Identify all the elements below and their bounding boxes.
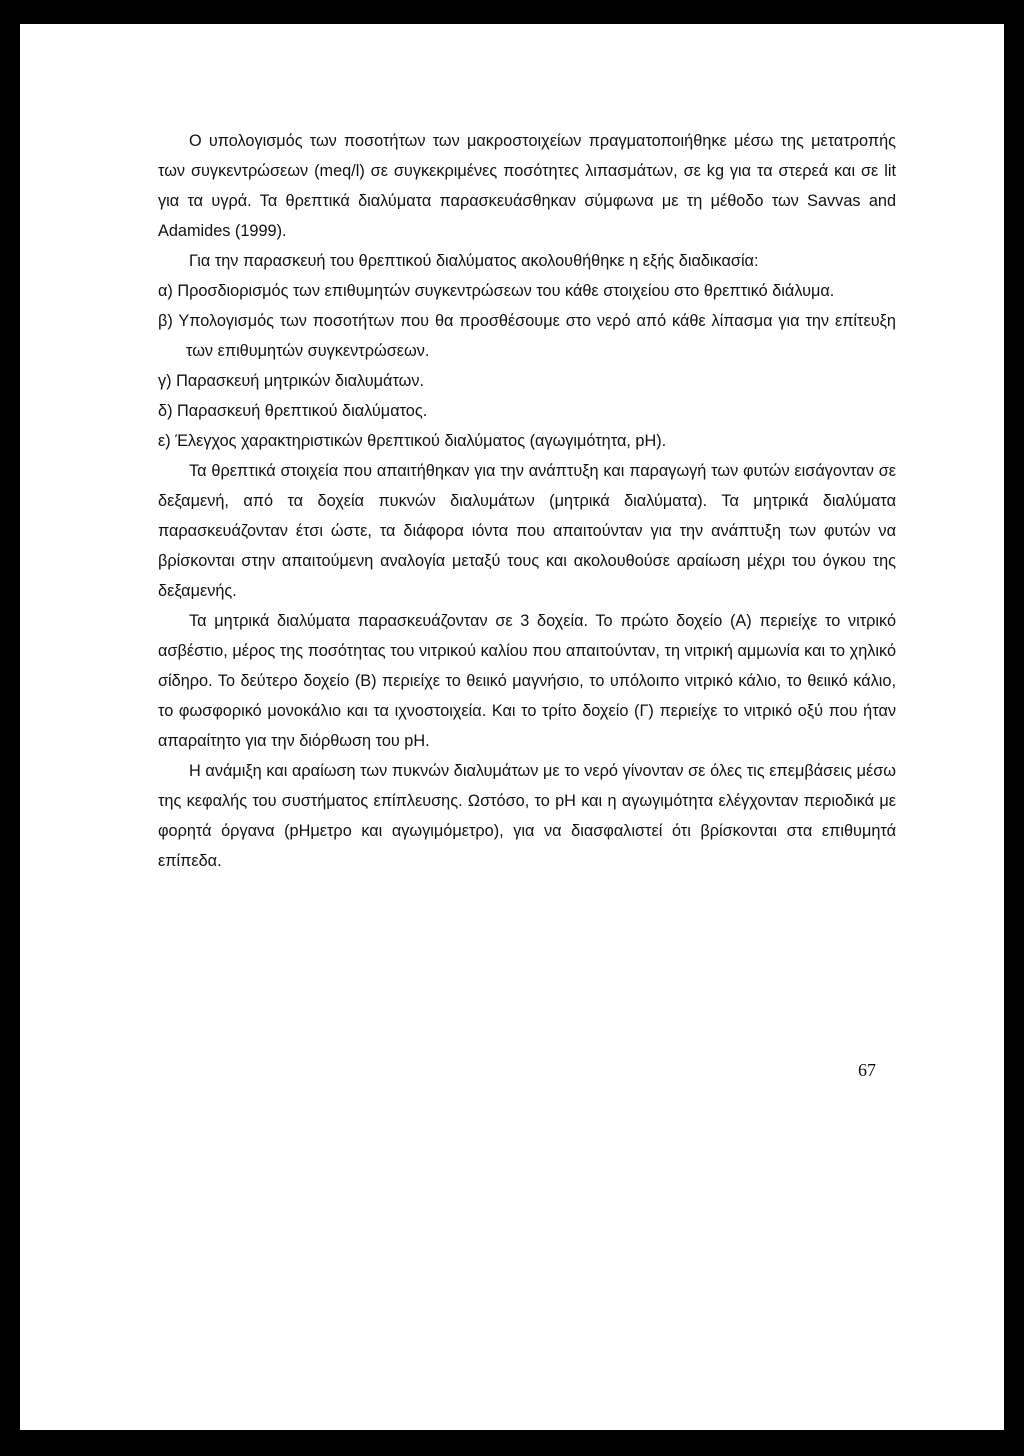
step-c: γ) Παρασκευή μητρικών διαλυμάτων.	[158, 372, 425, 390]
paragraph-intro: Ο υπολογισμός των ποσοτήτων των μακροστοιχείων πραγματοποιήθηκε μέσω της μετατροπής των συγκεντρώσεων (meq/l) σε συγκεκριμένες ποσότητες λιπασμάτων, σε kg για τα στερεά και σε lit για τα υγρά. Τα θρεπτικά διαλύματα παρασκευάσθηκαν σύμφωνα με τη μέθοδο των Savvas and Adamides (1999).	[158, 132, 896, 240]
step-b: β) Υπολογισμός των ποσοτήτων που θα προσθέσουμε στο νερό από κάθε λίπασμα για την επίτευξη των επιθυμητών συγκεντρώσεων.	[158, 312, 896, 360]
document-page	[20, 24, 1004, 1430]
step-a: α) Προσδιορισμός των επιθυμητών συγκεντρώσεων του κάθε στοιχείου στο θρεπτικό διάλυμα.	[158, 282, 835, 300]
paragraph-procedure: Για την παρασκευή του θρεπτικού διαλύματος ακολουθήθηκε η εξής διαδικασία:	[189, 252, 759, 270]
paragraph-tanks: Τα μητρικά διαλύματα παρασκευάζονταν σε 3 δοχεία. Το πρώτο δοχείο (Α) περιείχε το νιτρικό ασβέστιο, μέρος της ποσότητας του νιτρικού καλίου που απαιτούνταν, τη νιτρική αμμωνία και το χηλικό σίδηρο. Το δεύτερο δοχείο (Β) περιείχε το θειικό μαγνήσιο, το υπόλοιπο νιτρικό κάλιο, το θειικό κάλιο, το φωσφορικό μονοκάλιο και τα ιχνοστοιχεία. Και το τρίτο δοχείο (Γ) περιείχε το νιτρικό οξύ που ήταν απαραίτητο για την διόρθωση του pH.	[158, 612, 896, 750]
page-number: 67	[858, 1060, 876, 1080]
step-e: ε) Έλεγχος χαρακτηριστικών θρεπτικού διαλύματος (αγωγιμότητα, pH).	[158, 432, 667, 450]
body-text	[158, 126, 896, 876]
paragraph-nutrients: Τα θρεπτικά στοιχεία που απαιτήθηκαν για την ανάπτυξη και παραγωγή των φυτών εισάγονταν σε δεξαμενή, από τα δοχεία πυκνών διαλυμάτων (μητρικά διαλύματα). Τα μητρικά διαλύματα παρασκευάζονταν έτσι ώστε, τα διάφορα ιόντα που απαιτούνταν για την ανάπτυξη των φυτών να βρίσκονται στην απαιτούμενη αναλογία μεταξύ τους και ακολουθούσε αραίωση μέχρι του όγκου της δεξαμενής.	[158, 462, 896, 600]
step-d: δ) Παρασκευή θρεπτικού διαλύματος.	[158, 402, 428, 420]
paragraph-mixing: Η ανάμιξη και αραίωση των πυκνών διαλυμάτων με το νερό γίνονταν σε όλες τις επεμβάσεις μέσω της κεφαλής του συστήματος επίπλευσης. Ωστόσο, το pH και η αγωγιμότητα ελέγχονταν περιοδικά με φορητά όργανα (pHμετρο και αγωγιμόμετρο), για να διασφαλιστεί ότι βρίσκονται στα επιθυμητά επίπεδα.	[158, 762, 896, 870]
